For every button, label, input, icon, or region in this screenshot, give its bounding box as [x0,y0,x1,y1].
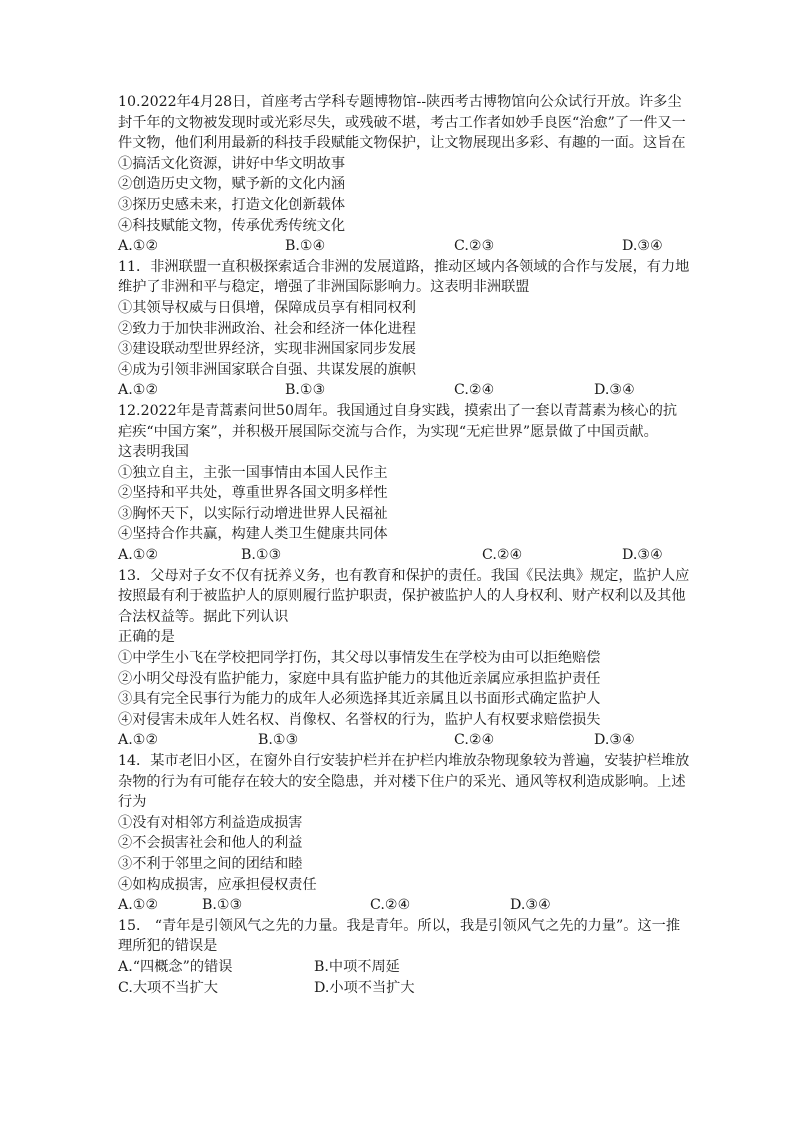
options-row [118,380,678,401]
option-c: C.②④ [454,382,495,399]
question-12 [118,401,678,566]
statement: ③探历史感未来，打造文化创新载体 [118,196,346,213]
question-stem-line: 理所犯的错误是 [118,938,218,955]
option-a: A.“四概念”的错误 [118,958,233,975]
option-c: C.②③ [454,238,495,255]
question-stem-line: 维护了非洲和平与稳定，增强了非洲国际影响力。这表明非洲联盟 [118,279,530,296]
question-stem-line: 疟疾“中国方案”，并积极开展国际交流与合作，为实现“无疟世界”愿景做了中国贡献。 [118,423,658,440]
question-stem-line: 13．父母对子女不仅有抚养义务，也有教育和保护的责任。我国《民法典》规定，监护人应 [118,567,690,584]
question-stem-line: 10.2022年4月28日，首座考古学科专题博物馆--陕西考古博物馆向公众试行开放。许多尘 [118,94,682,110]
question-stem-line: 按照最有利于被监护人的原则履行监护职责，保护被监护人的人身权利、财产权利以及其他 [118,588,686,605]
option-a: A.①② [118,547,159,564]
question-stem-line: 11．非洲联盟一直积极探索适合非洲的发展道路，推动区域内各领域的合作与发展，有力地 [118,258,690,275]
option-d: D.③④ [622,238,663,255]
question-stem-line: 15． “青年是引领风气之先的力量。我是青年。所以，我是引领风气之先的力量”。这一推 [118,917,681,934]
question-stem-line: 杂物的行为有可能存在较大的安全隐患，并对楼下住户的采光、通风等权利造成影响。上述 [118,773,686,790]
option-b: B.①④ [285,238,326,255]
question-stem-line: 正确的是 [118,629,175,646]
question-15 [118,916,681,998]
option-b: B.中项不周延 [314,958,400,975]
statement: ③不利于邻里之间的团结和睦 [118,855,303,872]
options-row [118,978,678,999]
question-stem-line: 行为 [118,794,147,811]
option-c: C.②④ [482,547,523,564]
statement: ②坚持和平共处，尊重世界各国文明多样性 [118,485,388,502]
option-d: D.③④ [622,547,663,564]
question-stem-line: 件文物，他们利用最新的科技手段赋能文物保护，让文物展现出多彩、有趣的一面。这旨在 [118,135,686,152]
question-stem-line: 14．某市老旧小区，在窗外自行安装护栏并在护栏内堆放杂物现象较为普遍，安装护栏堆放 [118,753,690,769]
exam-page [118,92,690,998]
statement: ②不会损害社会和他人的利益 [118,835,303,852]
options-row [118,730,678,751]
question-13 [118,566,690,751]
statement: ③具有完全民事行为能力的成年人必须选择其近亲属且以书面形式确定监护人 [118,691,601,708]
option-c: C.②④ [454,732,495,749]
option-a: A.①② [118,732,159,749]
option-c: C.②④ [370,897,411,914]
statement: ④科技赋能文物，传承优秀传统文化 [118,217,346,234]
statement: ②小明父母没有监护能力，家庭中具有监护能力的其他近亲属应承担监护责任 [118,670,601,687]
question-14 [118,751,690,916]
statement: ②创造历史文物，赋予新的文化内涵 [118,176,346,193]
option-d: D.小项不当扩大 [314,979,415,996]
option-b: B.①③ [285,382,326,399]
statement: ①中学生小飞在学校把同学打伤，其父母以事情发生在学校为由可以拒绝赔偿 [118,650,601,667]
question-11 [118,257,690,401]
statement: ①其领导权威与日俱增，保障成员享有相同权利 [118,299,416,316]
statement: ④对侵害未成年人姓名权、肖像权、名誉权的行为，监护人有权要求赔偿损失 [118,711,601,728]
options-row [118,957,678,978]
statement: ③胸怀天下，以实际行动增进世界人民福祉 [118,505,388,522]
option-c: C.大项不当扩大 [118,979,218,996]
options-row [118,895,678,916]
option-a: A.①② [118,238,159,255]
option-b: B.①③ [258,732,299,749]
statement: ④如构成损害，应承担侵权责任 [118,876,317,893]
statement: ④坚持合作共赢，构建人类卫生健康共同体 [118,526,388,543]
statement: ③建设联动型世界经济，实现非洲国家同步发展 [118,341,416,358]
question-stem-line: 合法权益等。据此下列认识 [118,608,289,625]
statement: ④成为引领非洲国家联合自强、共谋发展的旗帜 [118,361,416,378]
option-d: D.③④ [594,732,635,749]
statement: ①搞活文化资源，讲好中华文明故事 [118,155,346,172]
option-d: D.③④ [594,382,635,399]
statement: ②致力于加快非洲政治、社会和经济一体化进程 [118,320,416,337]
question-10 [118,92,686,257]
question-stem-line: 这表明我国 [118,444,189,461]
question-stem-line: 封千年的文物被发现时或光彩尽失，或残破不堪，考古工作者如妙手良医“治愈”了一件又一 [118,114,686,131]
statement: ①没有对相邻方利益造成损害 [118,814,303,831]
question-stem-line: 12.2022年是青蒿素问世50周年。我国通过自身实践，摸索出了一套以青蒿素为核心的抗 [118,402,678,419]
option-a: A.①② [118,897,159,914]
option-b: B.①③ [241,547,282,564]
option-d: D.③④ [510,897,551,914]
statement: ①独立自主，主张一国事情由本国人民作主 [118,464,388,481]
option-a: A.①② [118,382,159,399]
option-b: B.①③ [202,897,243,914]
options-row [118,545,678,566]
options-row [118,236,678,257]
